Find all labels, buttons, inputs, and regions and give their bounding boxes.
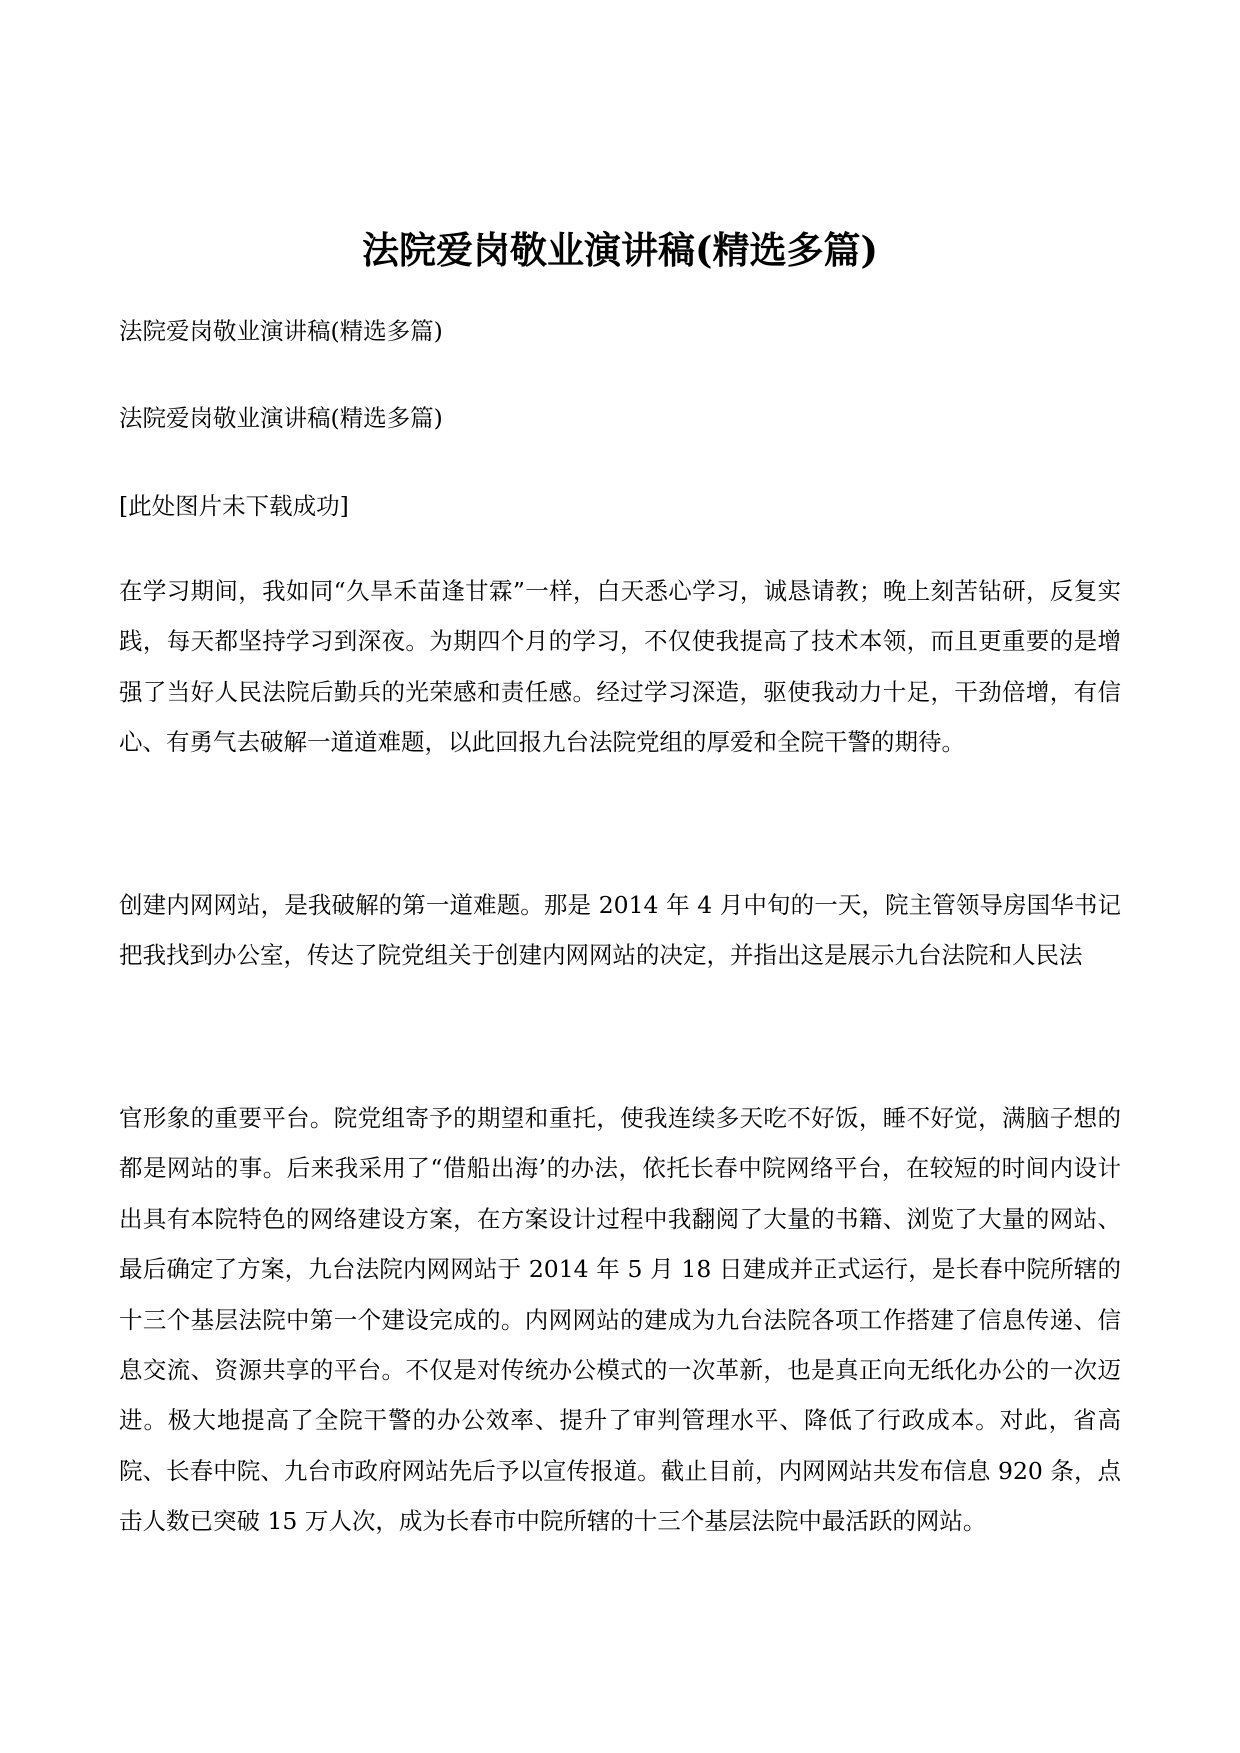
- document-title: 法院爱岗敬业演讲稿(精选多篇): [361, 228, 878, 272]
- subtitle-line-2: 法院爱岗敬业演讲稿(精选多篇): [119, 404, 443, 432]
- body-paragraph-3: 官形象的重要平台。院党组寄予的期望和重托，使我连续多天吃不好饭，睡不好觉，满脑子想的都是网站的事。后来我采用了“借船出海’的办法，依托长春中院网络平台，在较短的时间内设计出具有本院特色的网络建设方案，在方案设计过程中我翻阅了大量的书籍、浏览了大量的网站、最后确定了方案，九台法院内网网站于 2014 年 5 月 18 日建成并正式运行，是长春中院所辖的十三个基层法院中第一个建设完成的。内网网站的建成为九台法院各项工作搭建了信息传递、信息交流、资源共享的平台。不仅是对传统办公模式的一次革新，也是真正向无纸化办公的一次迈进。极大地提高了全院干警的办公效率、提升了审判管理水平、降低了行政成本。对此，省高院、长春中院、九台市政府网站先后予以宣传报道。截止目前，内网网站共发布信息 920 条，点击人数已突破 15 万人次，成为长春市中院所辖的十三个基层法院中最活跃的网站。: [119, 1104, 1121, 1536]
- subtitle-line-1: 法院爱岗敬业演讲稿(精选多篇): [119, 317, 443, 345]
- image-placeholder-note: [此处图片未下载成功]: [119, 492, 349, 520]
- body-paragraph-2: 创建内网网站，是我破解的第一道难题。那是 2014 年 4 月中旬的一天，院主管领导房国华书记把我找到办公室，传达了院党组关于创建内网网站的决定，并指出这是展示九台法院和人民法: [119, 891, 1121, 970]
- body-paragraph-1: 在学习期间，我如同“久旱禾苗逢甘霖”一样，白天悉心学习，诚恳请教；晚上刻苦钻研，反复实践，每天都坚持学习到深夜。为期四个月的学习，不仅使我提高了技术本领，而且更重要的是增强了当好人民法院后勤兵的光荣感和责任感。经过学习深造，驱使我动力十足，干劲倍增，有信心、有勇气去破解一道道难题，以此回报九台法院党组的厚爱和全院干警的期待。: [119, 577, 1121, 757]
